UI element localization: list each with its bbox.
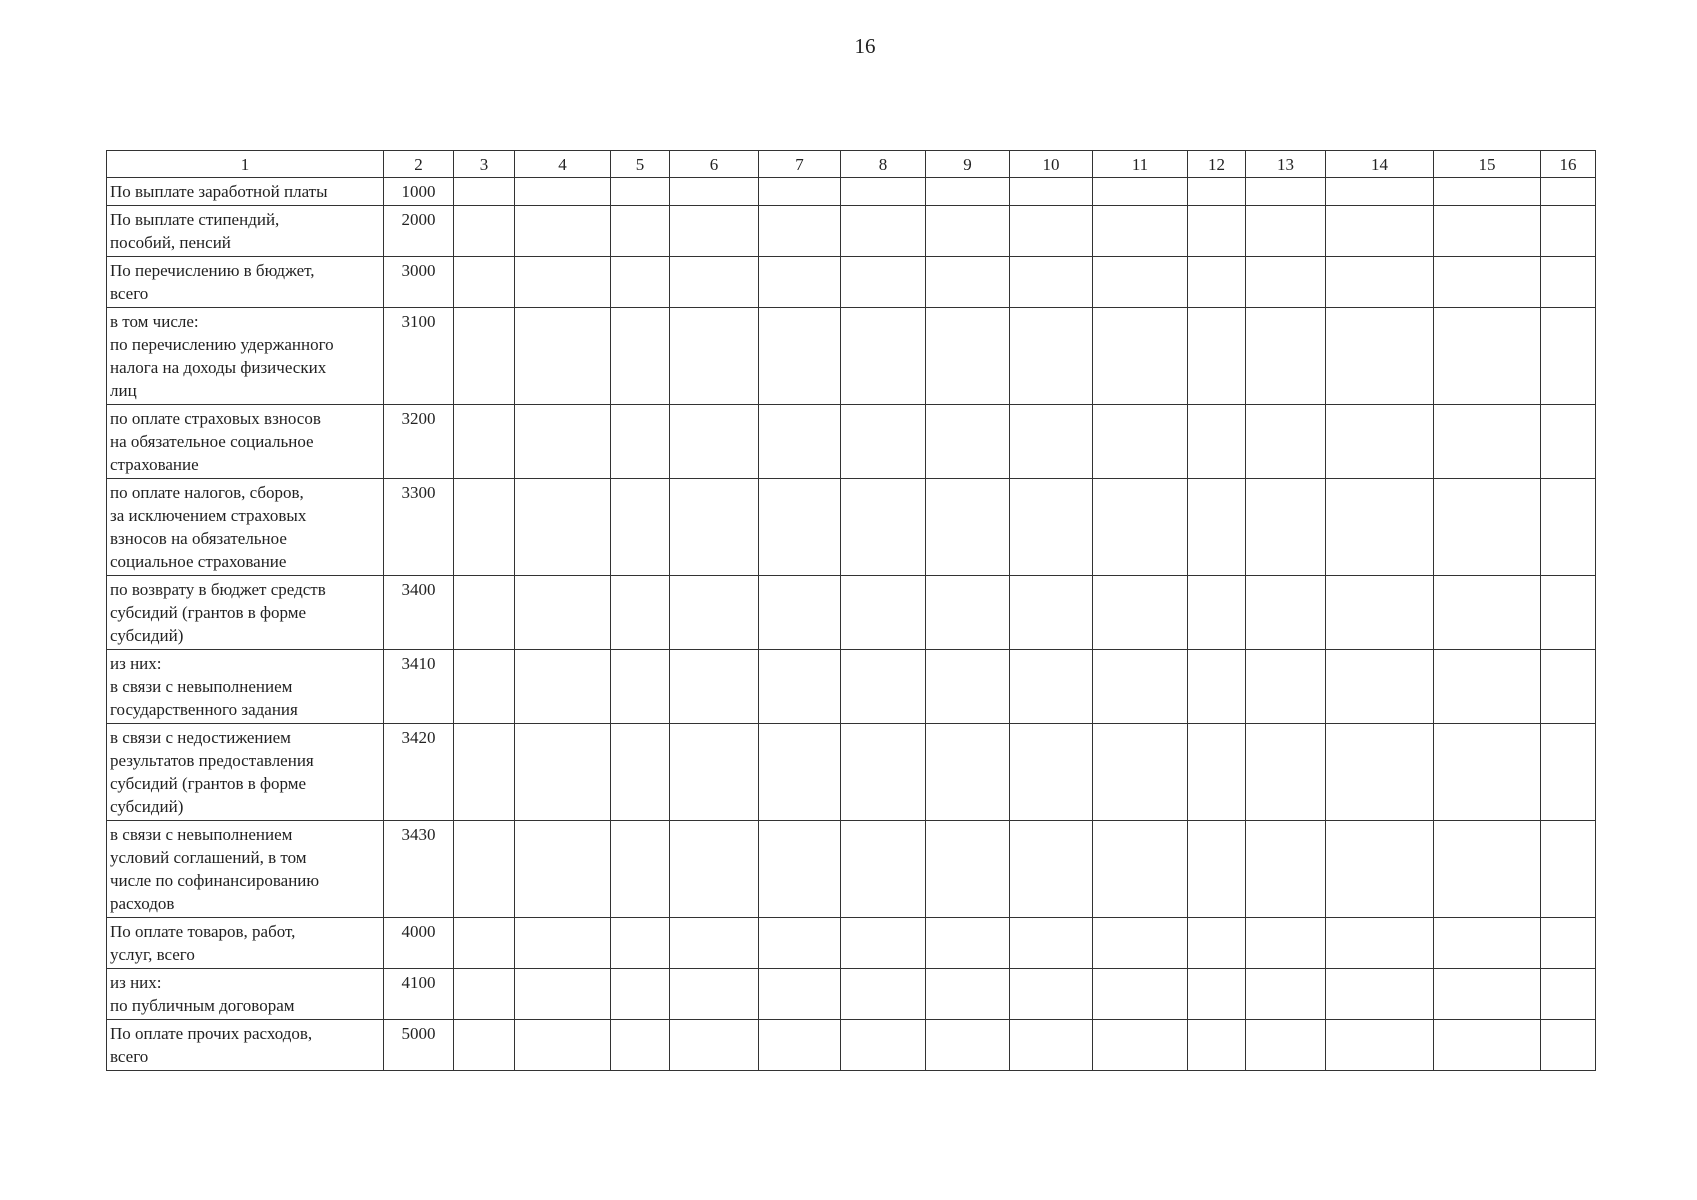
table-row [107, 650, 1596, 724]
empty-cell [515, 206, 611, 257]
row-label [107, 918, 384, 969]
row-label-line: по возврату в бюджет средств [110, 580, 326, 599]
row-label-line: субсидий) [110, 626, 184, 645]
row-label-line: пособий, пенсий [110, 233, 231, 252]
empty-cell [454, 308, 515, 405]
empty-cell [1188, 257, 1246, 308]
empty-cell [515, 479, 611, 576]
empty-cell [515, 918, 611, 969]
empty-cell [841, 479, 926, 576]
column-header: 11 [1093, 151, 1188, 178]
empty-cell [670, 206, 759, 257]
empty-cell [1541, 918, 1596, 969]
row-label [107, 576, 384, 650]
row-label-line: по оплате страховых взносов [110, 409, 321, 428]
empty-cell [611, 206, 670, 257]
empty-cell [1326, 821, 1434, 918]
empty-cell [1093, 576, 1188, 650]
empty-cell [1246, 576, 1326, 650]
empty-cell [1434, 206, 1541, 257]
empty-cell [611, 178, 670, 206]
empty-cell [670, 405, 759, 479]
empty-cell [1188, 576, 1246, 650]
row-code: 2000 [384, 206, 454, 257]
empty-cell [454, 821, 515, 918]
empty-cell [515, 969, 611, 1020]
row-label-line: услуг, всего [110, 945, 195, 964]
empty-cell [926, 257, 1010, 308]
row-label-line: По выплате стипендий, [110, 210, 280, 229]
empty-cell [841, 576, 926, 650]
empty-cell [515, 821, 611, 918]
row-label-line: по оплате налогов, сборов, [110, 483, 304, 502]
empty-cell [1326, 918, 1434, 969]
column-header: 3 [454, 151, 515, 178]
row-label-line: в связи с невыполнением [110, 677, 293, 696]
empty-cell [1188, 918, 1246, 969]
row-label [107, 479, 384, 576]
row-code: 3300 [384, 479, 454, 576]
empty-cell [454, 650, 515, 724]
row-label-line: числе по софинансированию [110, 871, 320, 890]
row-code: 3410 [384, 650, 454, 724]
row-label-line: в связи с невыполнением [110, 825, 293, 844]
empty-cell [1188, 650, 1246, 724]
empty-cell [1010, 479, 1093, 576]
row-label-line: государственного задания [110, 700, 298, 719]
empty-cell [1188, 821, 1246, 918]
empty-cell [1188, 479, 1246, 576]
empty-cell [759, 308, 841, 405]
empty-cell [841, 405, 926, 479]
empty-cell [454, 479, 515, 576]
empty-cell [1093, 308, 1188, 405]
empty-cell [1541, 405, 1596, 479]
empty-cell [454, 178, 515, 206]
empty-cell [1010, 969, 1093, 1020]
empty-cell [759, 257, 841, 308]
column-header: 1 [107, 151, 384, 178]
empty-cell [926, 724, 1010, 821]
empty-cell [1434, 576, 1541, 650]
empty-cell [1246, 650, 1326, 724]
row-label-line: По оплате товаров, работ, [110, 922, 296, 941]
empty-cell [1541, 308, 1596, 405]
empty-cell [670, 308, 759, 405]
column-header: 13 [1246, 151, 1326, 178]
row-code: 3200 [384, 405, 454, 479]
empty-cell [611, 1020, 670, 1071]
empty-cell [1434, 178, 1541, 206]
row-label-line: из них: [110, 654, 162, 673]
empty-cell [1326, 1020, 1434, 1071]
empty-cell [1188, 969, 1246, 1020]
empty-cell [670, 821, 759, 918]
column-header: 14 [1326, 151, 1434, 178]
row-label [107, 257, 384, 308]
table-row [107, 821, 1596, 918]
empty-cell [926, 178, 1010, 206]
row-label-line: взносов на обязательное [110, 529, 287, 548]
empty-cell [1434, 969, 1541, 1020]
empty-cell [1093, 479, 1188, 576]
empty-cell [1541, 821, 1596, 918]
column-header: 9 [926, 151, 1010, 178]
row-label [107, 650, 384, 724]
empty-cell [1188, 206, 1246, 257]
empty-cell [515, 178, 611, 206]
empty-cell [1010, 724, 1093, 821]
empty-cell [1093, 178, 1188, 206]
empty-cell [611, 724, 670, 821]
empty-cell [841, 1020, 926, 1071]
empty-cell [1326, 405, 1434, 479]
empty-cell [1093, 724, 1188, 821]
empty-cell [759, 650, 841, 724]
empty-cell [1188, 178, 1246, 206]
column-header: 10 [1010, 151, 1093, 178]
row-label-line: в связи с недостижением [110, 728, 291, 747]
empty-cell [670, 918, 759, 969]
empty-cell [515, 308, 611, 405]
empty-cell [1246, 1020, 1326, 1071]
empty-cell [611, 918, 670, 969]
empty-cell [759, 969, 841, 1020]
empty-cell [611, 576, 670, 650]
column-header: 5 [611, 151, 670, 178]
row-label-line: по публичным договорам [110, 996, 295, 1015]
empty-cell [670, 1020, 759, 1071]
empty-cell [926, 206, 1010, 257]
empty-cell [454, 969, 515, 1020]
row-label-line: субсидий (грантов в форме [110, 603, 307, 622]
header-row [107, 151, 1596, 178]
row-code: 3100 [384, 308, 454, 405]
row-label [107, 969, 384, 1020]
empty-cell [926, 479, 1010, 576]
empty-cell [841, 969, 926, 1020]
empty-cell [926, 576, 1010, 650]
empty-cell [1188, 1020, 1246, 1071]
empty-cell [670, 576, 759, 650]
empty-cell [1434, 821, 1541, 918]
column-header: 12 [1188, 151, 1246, 178]
row-code: 5000 [384, 1020, 454, 1071]
empty-cell [1541, 178, 1596, 206]
empty-cell [1010, 918, 1093, 969]
row-label-line: за исключением страховых [110, 506, 307, 525]
empty-cell [1326, 479, 1434, 576]
empty-cell [841, 918, 926, 969]
empty-cell [611, 405, 670, 479]
empty-cell [454, 918, 515, 969]
empty-cell [759, 724, 841, 821]
empty-cell [1326, 724, 1434, 821]
row-label-line: результатов предоставления [110, 751, 314, 770]
row-label-line: расходов [110, 894, 175, 913]
empty-cell [670, 257, 759, 308]
row-label [107, 405, 384, 479]
empty-cell [1326, 576, 1434, 650]
empty-cell [1434, 650, 1541, 724]
empty-cell [1246, 178, 1326, 206]
empty-cell [841, 650, 926, 724]
empty-cell [1326, 257, 1434, 308]
page-number: 16 [854, 34, 876, 58]
empty-cell [1010, 650, 1093, 724]
empty-cell [1434, 1020, 1541, 1071]
row-code: 4000 [384, 918, 454, 969]
empty-cell [1246, 724, 1326, 821]
empty-cell [1541, 479, 1596, 576]
empty-cell [926, 650, 1010, 724]
row-label [107, 821, 384, 918]
table-row [107, 724, 1596, 821]
empty-cell [1010, 576, 1093, 650]
row-label-line: всего [110, 284, 149, 303]
empty-cell [454, 724, 515, 821]
empty-cell [1010, 821, 1093, 918]
empty-cell [1188, 405, 1246, 479]
row-label [107, 724, 384, 821]
empty-cell [1010, 206, 1093, 257]
empty-cell [454, 1020, 515, 1071]
empty-cell [1093, 969, 1188, 1020]
empty-cell [611, 821, 670, 918]
empty-cell [515, 724, 611, 821]
empty-cell [454, 206, 515, 257]
empty-cell [1188, 724, 1246, 821]
column-header: 7 [759, 151, 841, 178]
empty-cell [1434, 405, 1541, 479]
empty-cell [611, 257, 670, 308]
row-label-line: По выплате заработной платы [110, 182, 328, 201]
empty-cell [1093, 1020, 1188, 1071]
empty-cell [1010, 405, 1093, 479]
empty-cell [670, 724, 759, 821]
empty-cell [611, 479, 670, 576]
empty-cell [611, 650, 670, 724]
row-label-line: субсидий (грантов в форме [110, 774, 307, 793]
row-code: 3430 [384, 821, 454, 918]
row-label-line: субсидий) [110, 797, 184, 816]
empty-cell [1093, 405, 1188, 479]
empty-cell [759, 821, 841, 918]
empty-cell [515, 1020, 611, 1071]
empty-cell [759, 576, 841, 650]
row-code: 3400 [384, 576, 454, 650]
empty-cell [926, 821, 1010, 918]
column-header: 15 [1434, 151, 1541, 178]
empty-cell [515, 405, 611, 479]
empty-cell [759, 405, 841, 479]
empty-cell [1010, 1020, 1093, 1071]
empty-cell [1010, 308, 1093, 405]
row-label-line: условий соглашений, в том [110, 848, 307, 867]
empty-cell [1246, 918, 1326, 969]
row-label-line: По оплате прочих расходов, [110, 1024, 313, 1043]
empty-cell [1010, 257, 1093, 308]
empty-cell [841, 257, 926, 308]
empty-cell [1326, 178, 1434, 206]
table-row [107, 576, 1596, 650]
table-row [107, 918, 1596, 969]
empty-cell [1093, 918, 1188, 969]
empty-cell [454, 257, 515, 308]
row-label-line: лиц [110, 381, 137, 400]
empty-cell [926, 308, 1010, 405]
empty-cell [454, 576, 515, 650]
empty-cell [1246, 405, 1326, 479]
row-label [107, 178, 384, 206]
empty-cell [515, 257, 611, 308]
empty-cell [759, 178, 841, 206]
empty-cell [1434, 257, 1541, 308]
column-header: 8 [841, 151, 926, 178]
empty-cell [1246, 821, 1326, 918]
row-label [107, 206, 384, 257]
row-label-line: социальное страхование [110, 552, 287, 571]
empty-cell [926, 1020, 1010, 1071]
row-label-line: на обязательное социальное [110, 432, 314, 451]
empty-cell [1434, 724, 1541, 821]
empty-cell [841, 178, 926, 206]
table-row [107, 257, 1596, 308]
row-code: 3000 [384, 257, 454, 308]
empty-cell [1326, 308, 1434, 405]
empty-cell [1541, 724, 1596, 821]
table-row [107, 969, 1596, 1020]
row-label-line: По перечислению в бюджет, [110, 261, 315, 280]
row-label-line: по перечислению удержанного [110, 335, 334, 354]
table-row [107, 405, 1596, 479]
empty-cell [1541, 576, 1596, 650]
empty-cell [1246, 206, 1326, 257]
empty-cell [454, 405, 515, 479]
empty-cell [759, 918, 841, 969]
empty-cell [1541, 650, 1596, 724]
empty-cell [1093, 821, 1188, 918]
table-row [107, 206, 1596, 257]
empty-cell [670, 479, 759, 576]
empty-cell [1246, 479, 1326, 576]
empty-cell [1246, 969, 1326, 1020]
empty-cell [1246, 257, 1326, 308]
empty-cell [670, 650, 759, 724]
empty-cell [1541, 257, 1596, 308]
empty-cell [1326, 969, 1434, 1020]
empty-cell [841, 308, 926, 405]
empty-cell [1188, 308, 1246, 405]
empty-cell [1246, 308, 1326, 405]
table-row [107, 479, 1596, 576]
column-header: 4 [515, 151, 611, 178]
empty-cell [841, 821, 926, 918]
empty-cell [1434, 308, 1541, 405]
row-code: 1000 [384, 178, 454, 206]
empty-cell [841, 206, 926, 257]
empty-cell [1326, 650, 1434, 724]
row-code: 4100 [384, 969, 454, 1020]
row-label-line: всего [110, 1047, 149, 1066]
row-label [107, 308, 384, 405]
empty-cell [1093, 206, 1188, 257]
empty-cell [841, 724, 926, 821]
column-header: 2 [384, 151, 454, 178]
empty-cell [926, 918, 1010, 969]
empty-cell [515, 576, 611, 650]
empty-cell [1434, 479, 1541, 576]
empty-cell [515, 650, 611, 724]
column-header: 6 [670, 151, 759, 178]
empty-cell [759, 206, 841, 257]
report-table [106, 150, 1596, 1071]
row-label [107, 1020, 384, 1071]
table-row [107, 308, 1596, 405]
empty-cell [1093, 650, 1188, 724]
row-label-line: налога на доходы физических [110, 358, 327, 377]
empty-cell [926, 405, 1010, 479]
table-row [107, 178, 1596, 206]
column-header: 16 [1541, 151, 1596, 178]
empty-cell [1541, 969, 1596, 1020]
empty-cell [611, 969, 670, 1020]
row-label-line: страхование [110, 455, 199, 474]
empty-cell [759, 1020, 841, 1071]
empty-cell [611, 308, 670, 405]
empty-cell [759, 479, 841, 576]
empty-cell [1326, 206, 1434, 257]
empty-cell [1541, 206, 1596, 257]
row-label-line: в том числе: [110, 312, 199, 331]
empty-cell [1093, 257, 1188, 308]
table-row [107, 1020, 1596, 1071]
row-code: 3420 [384, 724, 454, 821]
empty-cell [926, 969, 1010, 1020]
empty-cell [1010, 178, 1093, 206]
empty-cell [670, 178, 759, 206]
empty-cell [1541, 1020, 1596, 1071]
row-label-line: из них: [110, 973, 162, 992]
empty-cell [1434, 918, 1541, 969]
table-body [107, 178, 1596, 1071]
empty-cell [670, 969, 759, 1020]
